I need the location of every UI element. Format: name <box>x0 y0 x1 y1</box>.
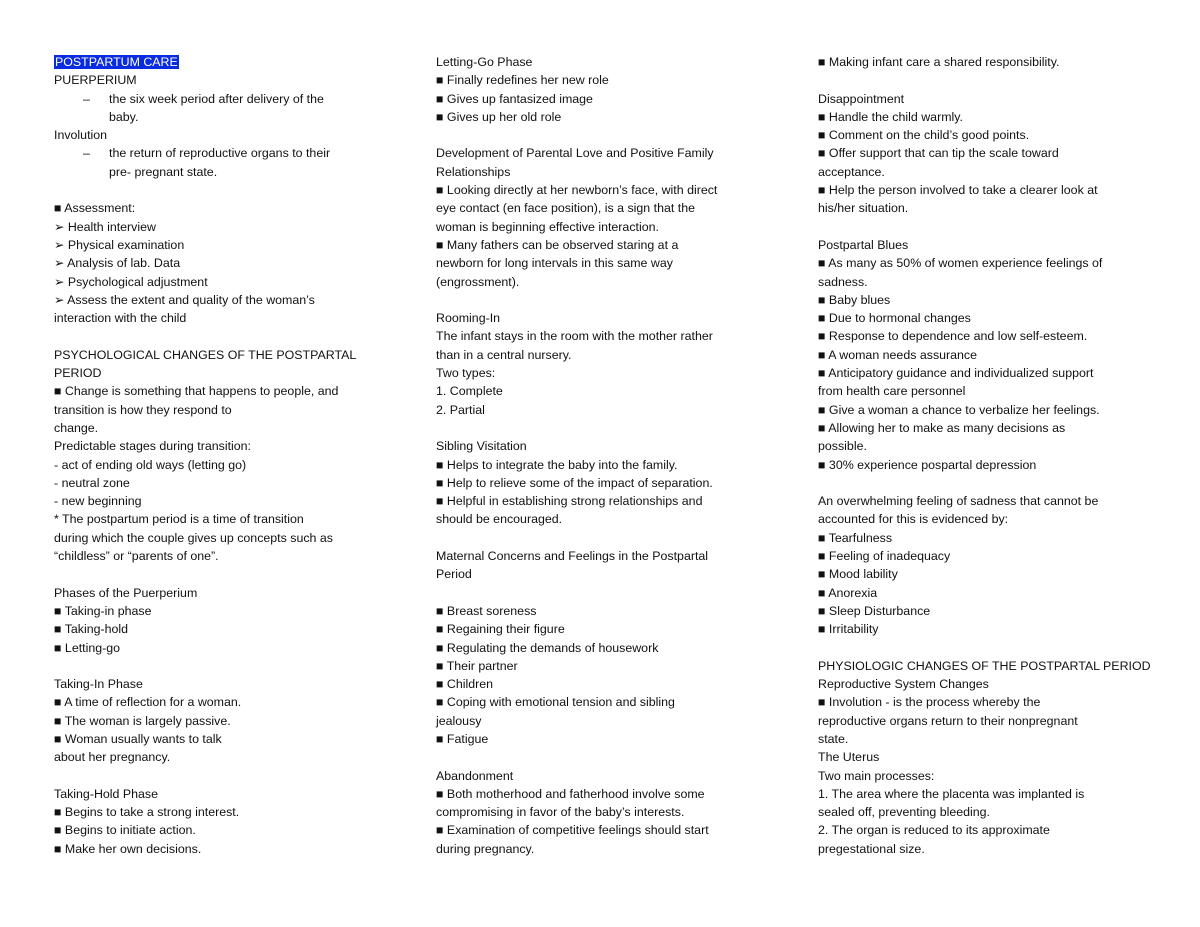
text-line: ■ Their partner <box>436 658 518 673</box>
text-line: acceptance. <box>818 164 885 179</box>
blank-line <box>54 327 389 345</box>
text-line: ■ Help to relieve some of the impact of separation. <box>436 475 713 490</box>
blank-line <box>436 291 771 309</box>
text-line: should be encouraged. <box>436 512 563 527</box>
text-line: ■ Make her own decisions. <box>54 841 202 856</box>
text-line: during pregnancy. <box>436 841 535 856</box>
text-line: Period <box>436 567 472 582</box>
text-line: - neutral zone <box>54 475 130 490</box>
text-line: possible. <box>818 439 867 454</box>
text-line: Letting-Go Phase <box>436 55 533 69</box>
text-line: PSYCHOLOGICAL CHANGES OF THE POSTPARTAL <box>54 347 357 362</box>
blank-line <box>818 474 1158 492</box>
text-line: PUERPERIUM <box>54 73 137 88</box>
text-line: ■ Baby blues <box>818 292 891 307</box>
text-line: ■ Mood lability <box>818 567 898 582</box>
text-line: about her pregnancy. <box>54 750 171 765</box>
blank-line <box>436 529 771 547</box>
text-line: Sibling Visitation <box>436 439 527 454</box>
text-line: eye contact (en face position), is a sign that the <box>436 201 695 216</box>
dash-item-text: baby. <box>109 109 139 124</box>
text-line: ■ Allowing her to make as many decisions as <box>818 420 1066 435</box>
text-line: ■ Woman usually wants to talk <box>54 731 222 746</box>
document-title-line <box>54 53 389 71</box>
text-line: ■ Assessment: <box>54 201 136 216</box>
text-line: ■ Taking-in phase <box>54 603 152 618</box>
text-line: 1. Complete <box>436 384 503 399</box>
text-line: sadness. <box>818 274 868 289</box>
text-line: state. <box>818 731 849 746</box>
text-line: ■ Give a woman a chance to verbalize her feelings. <box>818 402 1100 417</box>
blank-line <box>436 126 771 144</box>
text-line: 2. Partial <box>436 402 485 417</box>
text-line: PERIOD <box>54 366 102 381</box>
text-line: ■ Making infant care a shared responsibility. <box>818 55 1060 69</box>
dash-list-item <box>54 144 389 181</box>
text-line: Phases of the Puerperium <box>54 585 198 600</box>
text-line: 1. The area where the placenta was implanted is <box>818 786 1085 801</box>
text-line: ➢ Psychological adjustment <box>54 274 208 289</box>
text-line: Reproductive System Changes <box>818 677 989 692</box>
column-1 <box>54 53 389 858</box>
text-line: his/her situation. <box>818 201 909 216</box>
text-line: ■ Irritability <box>818 622 879 637</box>
text-line: * The postpartum period is a time of transition <box>54 512 304 527</box>
text-line: ■ Sleep Disturbance <box>818 603 931 618</box>
text-line: ■ Letting-go <box>54 640 121 655</box>
text-line: PHYSIOLOGIC CHANGES OF THE POSTPARTAL PERIOD <box>818 658 1151 673</box>
text-line: ■ Coping with emotional tension and sibling <box>436 695 675 710</box>
text-line: Postpartal Blues <box>818 237 909 252</box>
text-line: - new beginning <box>54 494 142 509</box>
blank-line <box>436 419 771 437</box>
text-line: interaction with the child <box>54 311 187 326</box>
dash-item-text: pre- pregnant state. <box>109 164 218 179</box>
text-line: ■ As many as 50% of women experience feelings of <box>818 256 1103 271</box>
text-line: ■ Change is something that happens to people, and <box>54 384 339 399</box>
text-line: ■ Offer support that can tip the scale toward <box>818 146 1059 161</box>
text-line: The Uterus <box>818 750 880 765</box>
text-line: ➢ Health interview <box>54 219 156 234</box>
text-line: ■ Many fathers can be observed staring at a <box>436 237 679 252</box>
blank-line <box>818 218 1158 236</box>
text-line: Two types: <box>436 366 496 381</box>
text-line: ■ Both motherhood and fatherhood involve some <box>436 786 705 801</box>
text-line: ➢ Analysis of lab. Data <box>54 256 181 271</box>
text-line: ■ Begins to initiate action. <box>54 823 196 838</box>
text-line: ■ Handle the child warmly. <box>818 109 963 124</box>
text-line: ■ Gives up her old role <box>436 109 562 124</box>
text-line: ■ Feeling of inadequacy <box>818 549 951 564</box>
blank-line <box>54 565 389 583</box>
column-2 <box>436 53 771 858</box>
text-line: ■ Taking-hold <box>54 622 129 637</box>
text-line: sealed off, preventing bleeding. <box>818 805 990 820</box>
dash-marker: – <box>83 146 90 161</box>
text-line: reproductive organs return to their nonpregnant <box>818 713 1078 728</box>
dash-list-item <box>54 90 389 127</box>
text-line: Taking-In Phase <box>54 677 143 692</box>
text-line: accounted for this is evidenced by: <box>818 512 1009 527</box>
text-line: ■ Response to dependence and low self-esteem. <box>818 329 1088 344</box>
text-line: transition is how they respond to <box>54 402 232 417</box>
text-line: Disappointment <box>818 91 905 106</box>
text-line: ■ Regaining their figure <box>436 622 565 637</box>
text-line: ■ Examination of competitive feelings should start <box>436 823 709 838</box>
text-line: “childless” or “parents of one”. <box>54 549 219 564</box>
text-line: during which the couple gives up concepts such as <box>54 530 333 545</box>
text-line: ■ A time of reflection for a woman. <box>54 695 242 710</box>
blank-line <box>818 639 1158 657</box>
text-line: ■ Fatigue <box>436 731 489 746</box>
text-line: woman is beginning effective interaction. <box>436 219 659 234</box>
text-line: ■ Tearfulness <box>818 530 893 545</box>
text-line: ■ A woman needs assurance <box>818 347 978 362</box>
text-line: ■ Help the person involved to take a clearer look at <box>818 183 1098 198</box>
text-line: - act of ending old ways (letting go) <box>54 457 247 472</box>
text-line: ■ Involution - is the process whereby the <box>818 695 1041 710</box>
blank-line <box>54 657 389 675</box>
text-line: Abandonment <box>436 768 514 783</box>
text-line: jealousy <box>436 713 482 728</box>
text-line: ■ Children <box>436 677 494 692</box>
text-line: Involution <box>54 128 108 143</box>
text-line: ■ Anorexia <box>818 585 878 600</box>
text-line: ■ Regulating the demands of housework <box>436 640 659 655</box>
text-line: An overwhelming feeling of sadness that cannot be <box>818 494 1099 509</box>
text-line: ■ Gives up fantasized image <box>436 91 593 106</box>
text-line: ■ Comment on the child’s good points. <box>818 128 1030 143</box>
dash-item-text: the return of reproductive organs to their <box>109 146 331 161</box>
text-line: ➢ Physical examination <box>54 237 185 252</box>
text-line: 2. The organ is reduced to its approximate <box>818 823 1050 838</box>
text-line: ■ Due to hormonal changes <box>818 311 971 326</box>
text-line: ■ Anticipatory guidance and individualized support <box>818 366 1094 381</box>
blank-line <box>436 748 771 766</box>
text-line: newborn for long intervals in this same way <box>436 256 673 271</box>
dash-marker: – <box>83 91 90 106</box>
text-line: ■ Looking directly at her newborn’s face, with direct <box>436 183 718 198</box>
text-line: Maternal Concerns and Feelings in the Postpartal <box>436 549 709 564</box>
text-line: from health care personnel <box>818 384 966 399</box>
dash-item-text: the six week period after delivery of the <box>109 91 324 106</box>
text-line: Rooming-In <box>436 311 501 326</box>
blank-line <box>818 71 1158 89</box>
blank-line <box>54 181 389 199</box>
text-line: than in a central nursery. <box>436 347 572 362</box>
document-title: POSTPARTUM CARE <box>55 55 178 69</box>
text-line: ■ Begins to take a strong interest. <box>54 805 240 820</box>
text-line: change. <box>54 420 99 435</box>
blank-line <box>436 584 771 602</box>
text-line: Development of Parental Love and Positive Family <box>436 146 714 161</box>
text-line: (engrossment). <box>436 274 520 289</box>
text-line: ■ 30% experience pospartal depression <box>818 457 1037 472</box>
text-line: compromising in favor of the baby’s interests. <box>436 805 685 820</box>
text-line: Predictable stages during transition: <box>54 439 251 454</box>
text-line: Relationships <box>436 164 511 179</box>
blank-line <box>54 767 389 785</box>
text-line: ■ Helpful in establishing strong relationships and <box>436 494 703 509</box>
text-line: ■ Breast soreness <box>436 603 537 618</box>
text-line: ➢ Assess the extent and quality of the woman’s <box>54 292 315 307</box>
text-line: ■ The woman is largely passive. <box>54 713 231 728</box>
text-line: pregestational size. <box>818 841 925 856</box>
text-line: Two main processes: <box>818 768 935 783</box>
column-3 <box>818 53 1158 858</box>
text-line: The infant stays in the room with the mother rather <box>436 329 713 344</box>
text-line: Taking-Hold Phase <box>54 786 159 801</box>
text-line: ■ Helps to integrate the baby into the family. <box>436 457 678 472</box>
text-line: ■ Finally redefines her new role <box>436 73 609 88</box>
